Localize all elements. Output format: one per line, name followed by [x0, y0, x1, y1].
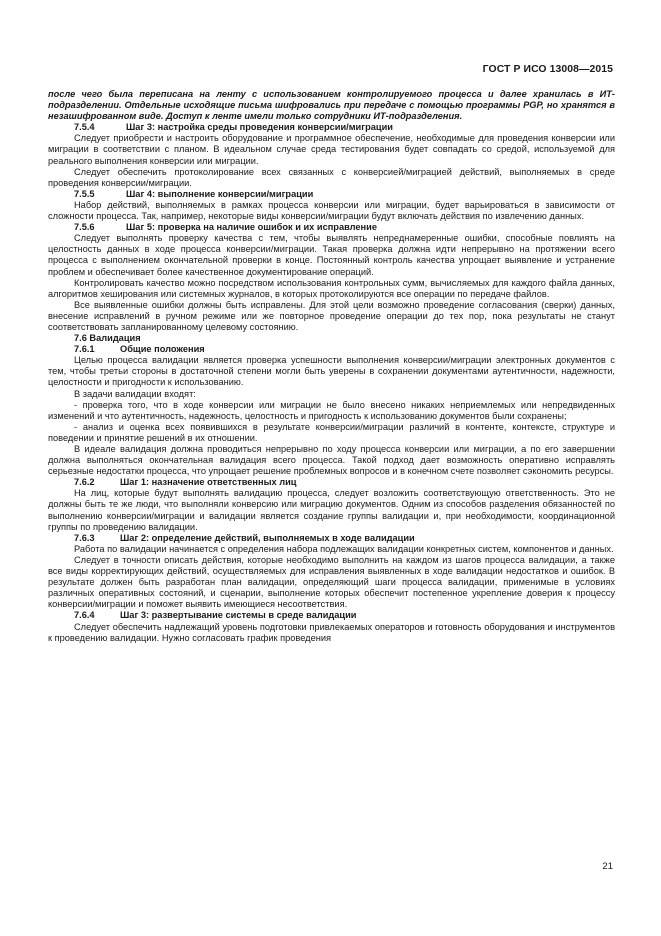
section-heading — [48, 344, 615, 355]
section-number: 7.6.3 — [74, 532, 95, 543]
paragraph: В идеале валидация должна проводиться непрерывно по ходу процесса конверсии или миграции, а по его завершении должна выполняться окончательная валидация всего процесса. Такой подход дает возможность оперативно исправлять серьезные недостатки процесса, что упрощает решение проблемных вопросов и в конечном счете позволяет сэкономить ресурсы. — [48, 444, 615, 477]
paragraph: Набор действий, выполняемых в рамках процесса конверсии или миграции, будет варьироваться в зависимости от сложности процесса. Так, например, некоторые виды конверсии/миграции будут включать действия по извлечению данных. — [48, 199, 615, 222]
page-number: 21 — [602, 861, 613, 872]
paragraph: Следует обеспечить протоколирование всех связанных с конверсией/миграцией действий, выполняемых в среде проведения конверсии/миграции. — [48, 166, 615, 188]
section-title: Шаг 4: выполнение конверсии/миграции — [126, 188, 314, 199]
paragraph: Целью процесса валидации является проверка успешности выполнения конверсии/миграции электронных документов с тем, чтобы третьи стороны в достаточной степени могли быть уверены в сохранении документами аутентичности, надежности, целостности и пригодности к использованию. — [48, 355, 615, 388]
paragraph: Следует обеспечить надлежащий уровень подготовки привлекаемых операторов и готовность оборудования и инструментов к проведению валидации. Нужно согласовать график проведения — [48, 621, 615, 643]
list-item: - проверка того, что в ходе конверсии или миграции не было внесено никаких неприемлемых или непредвиденных изменений и что аутентичность, надежность, целостность и пригодность к использованию документов были сохранены; — [48, 399, 615, 421]
section-heading — [48, 222, 615, 233]
section-heading — [48, 122, 615, 133]
paragraph: Все выявленные ошибки должны быть исправлены. Для этой цели возможно проведение согласования (сверки) данных, внесение исправлений в ручном режиме или же повторное проведение операции до тех пор, пока результаты не станут соответствовать запланированному целевому состоянию. — [48, 299, 615, 332]
list-item: - анализ и оценка всех появившихся в результате конверсии/миграции различий в контенте, контексте, структуре и поведении и принятие решений в их отношении. — [48, 421, 615, 443]
section-number: 7.6.1 — [74, 344, 95, 355]
intro-paragraph: после чего была переписана на ленту с использованием контролируемого процесса и далее хранилась в ИТ-подразделении. Отдельные исходящие письма шифровались при передаче с помощью программы PGP, но хранятся в незашифрованном виде. Доступ к ленте имели только сотрудники ИТ-подразделения. — [48, 89, 615, 122]
page-content — [48, 89, 615, 644]
section-number: 7.6.4 — [74, 610, 95, 621]
paragraph: Следует приобрести и настроить оборудование и программное обеспечение, необходимые для проведения конверсии или миграции в соответствии с планом. В идеальном случае среда тестирования будет совпадать со средой, используемой для реального выполнения конверсии или миграции. — [48, 133, 615, 166]
section-title: Шаг 1: назначение ответственных лиц — [120, 477, 297, 488]
section-title: Общие положения — [120, 344, 205, 355]
standard-header: ГОСТ Р ИСО 13008—2015 — [482, 64, 613, 75]
section-heading — [48, 477, 615, 488]
section-title: Шаг 2: определение действий, выполняемых в ходе валидации — [120, 532, 415, 543]
section-number: 7.6.2 — [74, 477, 95, 488]
paragraph: На лиц, которые будут выполнять валидацию процесса, следует возложить соответствующую ответственность. Это не должны быть те же люди, что выполняли конверсию или миграцию документов. Одним из способов разделения обязанностей по выполнению конверсии/миграции и валидации является создание группы валидации и, при необходимости, координационной группы по проведению валидации. — [48, 488, 615, 532]
paragraph: Следует выполнять проверку качества с тем, чтобы выявлять непреднамеренные ошибки, способные повлиять на целостность данных в ходе процесса конверсии/миграции. Такая проверка должна идти непрерывно на протяжении всего процесса с выполнением окончательной проверки в конце. Постоянный контроль качества упрощает выявление и устранение проблем и обеспечивает более качественное документирование операций. — [48, 233, 615, 277]
section-title: Шаг 3: развертывание системы в среде валидации — [120, 610, 357, 621]
section-number: 7.5.5 — [74, 188, 95, 199]
paragraph: Работа по валидации начинается с определения набора подлежащих валидации конкретных систем, компонентов и данных. — [74, 543, 614, 554]
paragraph: Следует в точности описать действия, которые необходимо выполнить на каждом из шагов процесса валидации, а также все виды корректирующих действий, осуществляемых для исправления выявленных в ходе валидации недостатков и ошибок. В результате должен быть разработан план валидации, определяющий шаги процесса валидации, применимые в условиях различных оперативных состояний, и сценарии, выполнение которых обеспечит постепенное укрепление доверия к процессу конверсии/миграции и поможет выявить имеющиеся несоответствия. — [48, 554, 615, 610]
section-number: 7.5.4 — [74, 122, 95, 133]
section-heading: 7.6 Валидация — [74, 333, 141, 344]
section-heading — [48, 189, 615, 200]
section-heading — [48, 533, 615, 544]
section-number: 7.5.6 — [74, 222, 95, 233]
section-title: Шаг 3: настройка среды проведения конверсии/миграции — [126, 122, 393, 133]
paragraph: Контролировать качество можно посредством использования контрольных сумм, вычисляемых для каждого файла данных, алгоритмов хеширования или системных журналов, в которых протоколируются все операции по передаче файлов. — [48, 277, 615, 299]
section-title: Шаг 5: проверка на наличие ошибок и их исправление — [126, 222, 377, 233]
section-heading — [48, 610, 615, 621]
paragraph: В задачи валидации входят: — [74, 388, 196, 399]
